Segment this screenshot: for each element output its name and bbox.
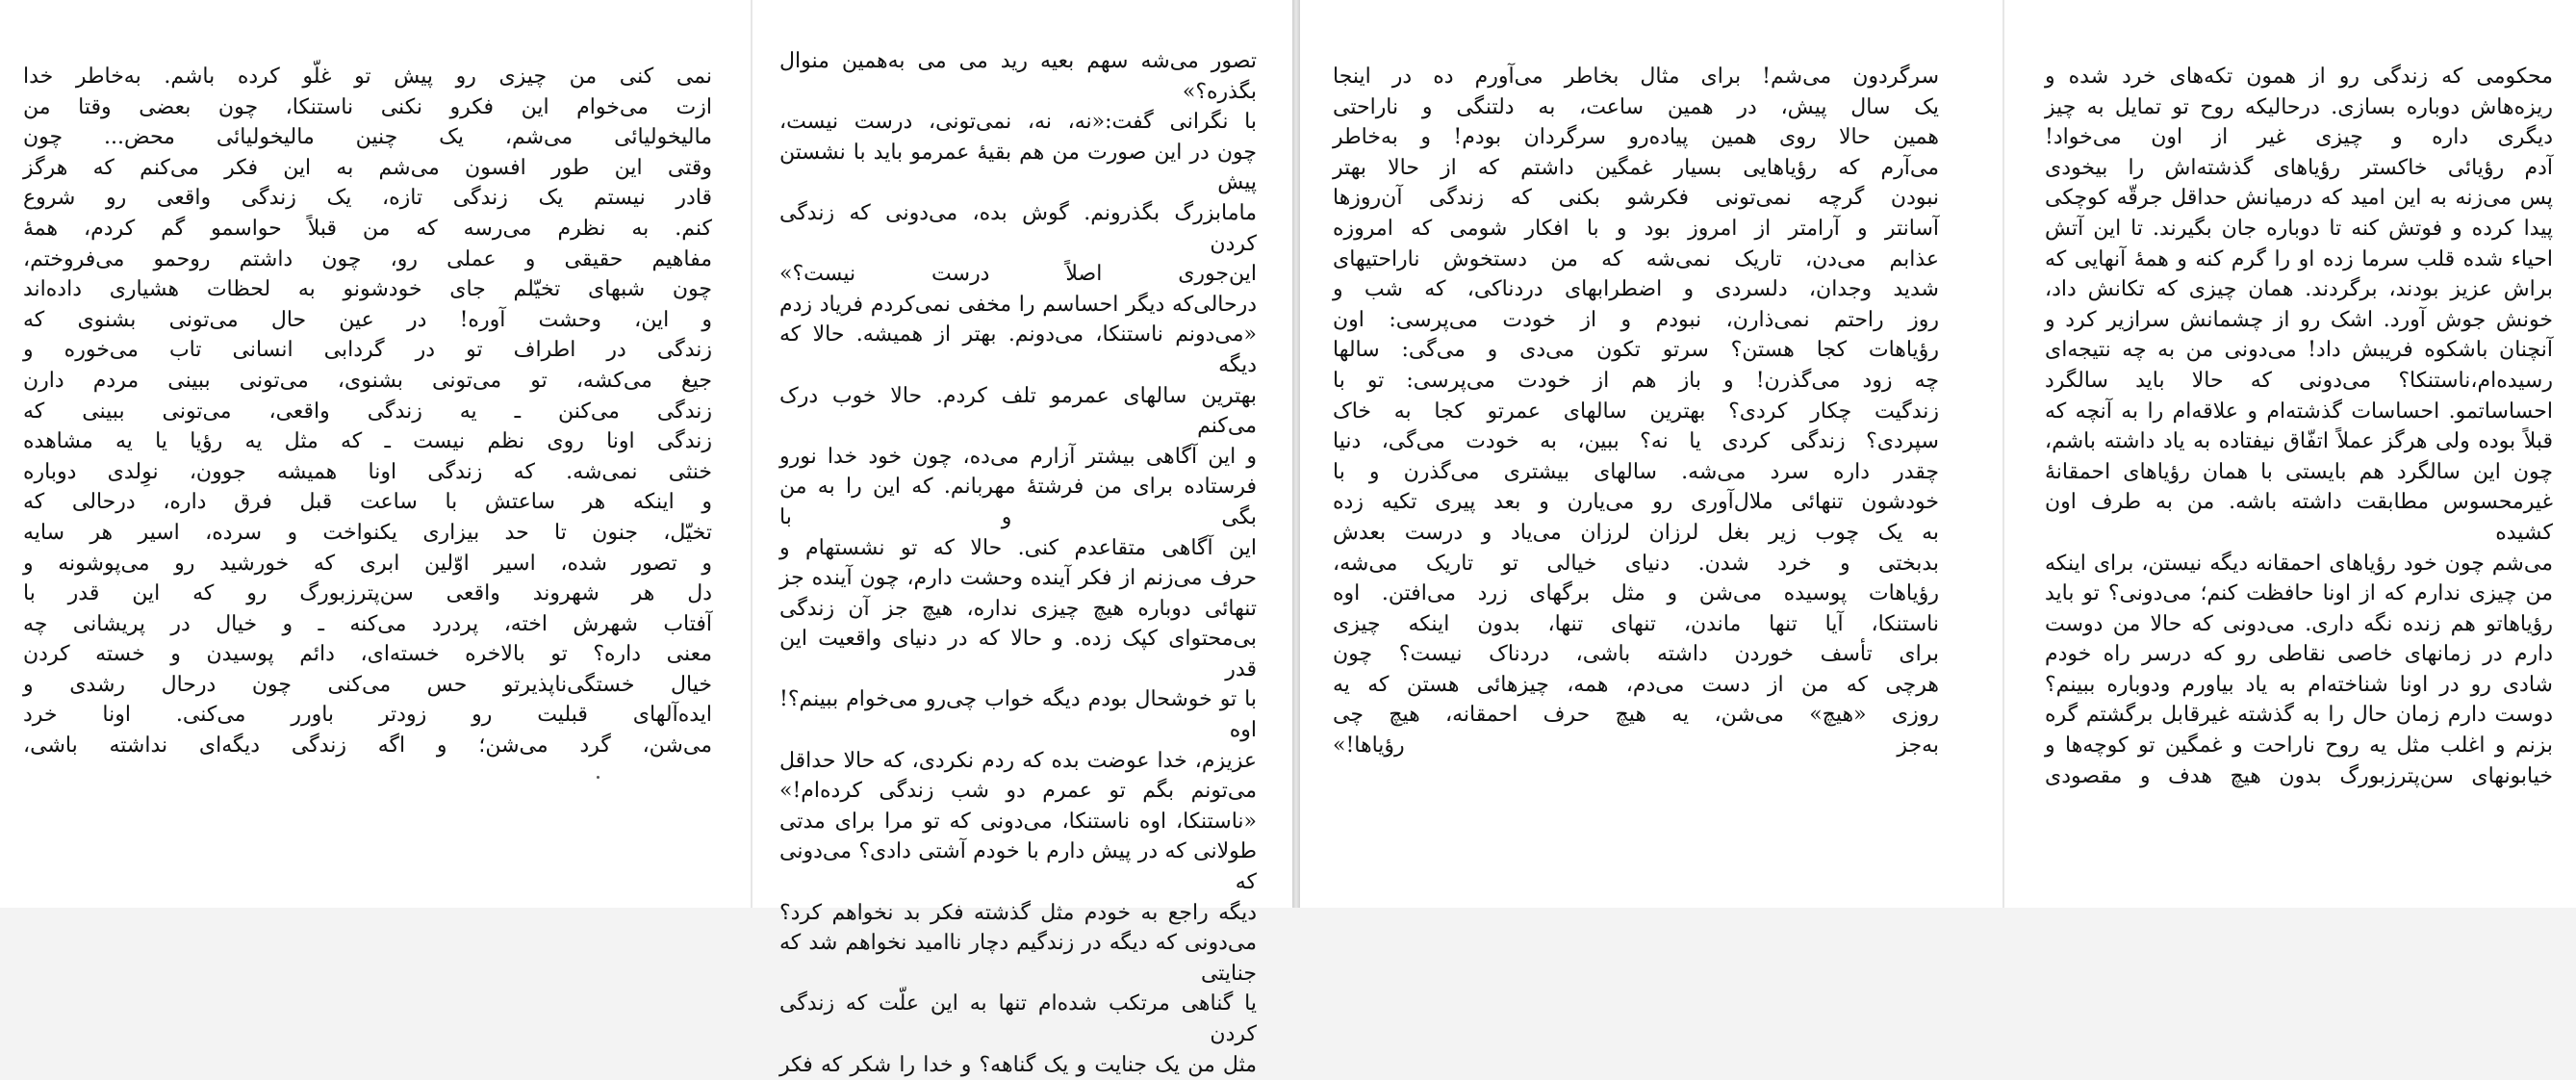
text-line: بی‌محتوای کپک زده. و حالا که در دنیای واقعیت این قدر [779,627,1257,681]
page-4-text [2045,62,2553,791]
text-line: و این آگاهی بیشتر آزارم می‌ده، چون خود خدا نورو [779,444,1257,469]
text-line: قادر نیستم یک زندگی تازه، یک زندگی واقعی رو شروع [23,186,712,211]
text-line: می‌آرم که رؤیاهایی بسیار غمگین داشتم که از حالا بهتر [1333,155,1939,180]
text-line: هرچی که من از دست می‌دم، همه، چیزهائی هستن که یه [1333,672,1939,697]
text-line: خودشون تنهائی ملال‌آوری رو می‌یارن و بعد پیری تکیه زده [1333,490,1939,515]
text-line: خیابونهای سن‌پترزبورگ بدون هیچ هدف و مقصودی [2045,763,2553,788]
text-line: چون شبهای تخیّلم جای خودشونو به لحظات هشیاری داده‌اند [23,277,712,302]
text-line: یا گناهی مرتکب شده‌ام تنها به این علّت که زندگی کردن [779,991,1257,1046]
text-line: شادی رو در اونا شناخته‌ام به یاد بیاورم ودوباره ببینم؟ [2045,672,2553,697]
text-line: غیرمحسوس مطابقت داشته باشه. من به طرف اون کشیده [2045,490,2553,545]
text-line: روز راحتم نمی‌ذارن، نبودم و از خودت می‌پرسی: اون [1333,307,1939,332]
text-line: سپردی؟ زندگی کردی یا نه؟ ببین، به خودت می‌گی، دنیا [1333,429,1939,454]
text-line: «ناستنکا، اوه ناستنکا، می‌دونی که تو مرا برای مدتی [779,809,1257,834]
text-line: برای تأسف خوردن داشته باشی، دردناک نیست؟ چون [1333,642,1939,667]
text-line: این‌جوری اصلاً درست نیست؟» [779,262,1257,287]
text-line: کنم. به نظرم می‌رسه که من قبلاً حواسمو گم کردم، همهٔ [23,216,712,241]
text-line: جیغ می‌کشه، تو می‌تونی بشنوی، می‌تونی ببینی مردم دارن [23,368,712,393]
text-line: با تو خوشحال بودم دیگه خواب چی‌رو می‌خوام ببینم؟! اوه [779,687,1257,743]
text-line: ازت می‌خوام این فکرو نکنی ناستنکا، چون بعضی وقتا من [23,94,712,119]
text-line: به یک چوب زیر بغل لرزان لرزان می‌یاد و درست بعدش [1333,520,1939,545]
text-line: حرف می‌زنم از فکر آینده وحشت دارم، چون آینده جز [779,566,1257,591]
text-line: چون در این صورت من هم بقیهٔ عمرمو باید با نشستن پیش [779,140,1257,195]
text-line: احساساتمو. احساسات گذشته‌ام و علاقه‌ام را به آنچه که [2045,399,2553,424]
text-line: می‌شم چون خود رؤیاهای احمقانه دیگه نیستن، برای اینکه [2045,551,2553,576]
text-line: وقتی این طور افسون می‌شم به این فکر می‌کنم که هرگز [23,155,712,180]
text-line: زندگی اونا روی نظم نیست ـ که مثل یه رؤیا یا یه مشاهده [23,429,712,454]
text-line: من چیزی ندارم که از اونا حافظت کنم؛ می‌دونی؟ تو باید [2045,581,2553,606]
text-line: تنهائی دوباره هیچ چیزی نداره، هیچ جز آن زندگی [779,596,1257,621]
text-line: با نگرانی گفت:«نه، نه، نمی‌تونی، درست نیست، [779,110,1257,135]
text-line: احیاء شده قلب سرما زده او را گرم کنه و همهٔ آنهایی که [2045,246,2553,271]
text-line: می‌تونم بگم تو عمرم دو شب زندگی کرده‌ام!» [779,779,1257,804]
page-2 [752,0,1292,1077]
text-line: می‌دونی که دیگه در زندگیم دچار ناامید نخواهم شد که جنایتی [779,931,1257,986]
text-line: این آگاهی متقاعدم کنی. حالا که تو نشستهام و [779,535,1257,560]
text-line: بزنم و اغلب مثل یه روح ناراحت و غمگین تو کوچه‌ها و [2045,733,2553,759]
text-line: معنی داره؟ تو بالاخره خسته‌ای، دائم پوسیدن و خسته کردن [23,642,712,667]
text-line: ریزه‌هاش دوباره بسازی. درحالیکه روح تو تمایل به چیز [2045,94,2553,119]
text-line: مالیخولیائی می‌شم، یک چنین مالیخولیائی محض... چون [23,125,712,150]
text-line: «می‌دونم ناستنکا، می‌دونم. بهتر از همیشه. حالا که دیگه [779,322,1257,377]
text-line: محکومی که زندگی رو از همون تکه‌های خرد شده و [2045,64,2553,89]
text-line: و تصور شده، اسیر اوّلین ابری که خورشید رو می‌پوشونه و [23,551,712,576]
text-line: طولانی که در پیش دارم با خودم آشتی دادی؟ می‌دونی که [779,839,1257,895]
text-line: پس می‌زنه به این امید که درمیانش حداقل جرقّه کوچکی [2045,186,2553,211]
text-line: ایده‌آلهای قبلیت رو زودتر باورر می‌کنی. اونا خرد [23,703,712,728]
text-line: مثل من یک جنایت و یک گناهه؟ و خدا را شکر که فکر [779,1052,1257,1077]
page-4 [2004,0,2576,908]
text-line: مفاهیم حقیقی و عملی رو، چون داشتم روحمو می‌فروختم، [23,246,712,271]
page-2-text [779,46,1257,1080]
text-line: فرستاده برای من فرشتهٔ مهربانم. که این را به من بگی و با [779,475,1257,529]
text-line: چه زود می‌گذرن! و باز هم از خودت می‌پرسی: تو با [1333,368,1939,393]
text-line: خنثی نمی‌شه. که زندگی اونا همیشه جوون، نوِلدی دوباره [23,459,712,484]
text-line: دارم در زمانهای خاصی نقاطی رو که درسر راه خودم [2045,642,2553,667]
text-line: و این، وحشت آوره! در عین حال می‌تونی بشنوی که [23,307,712,332]
text-line: عذابم می‌دن، تاریک نمی‌شه که من دستخوش ناراحتیهای [1333,246,1939,271]
text-line: رسیده‌ام،ناستنکا؟ می‌دونی که حالا باید سالگرد [2045,368,2553,393]
text-line: درحالی‌که دیگر احساسم را مخفی نمی‌کردم فریاد زدم [779,292,1257,317]
text-line: زندگی در اطراف تو در گردابی انسانی تاب می‌خوره و [23,338,712,363]
page-1 [0,0,751,908]
text-line: به‌جز رؤیاها!» [1333,733,1939,759]
text-line: عزیزم، خدا عوضت بده که ردم نکردی، که حالا حداقل [779,748,1257,773]
text-line: بدبختی و خرد شدن. دنیای خیالی تو تاریک می‌شه، [1333,551,1939,576]
text-line: رؤیاهات پوسیده می‌شن و مثل برگهای زرد می‌افتن. اوه [1333,581,1939,606]
text-line: همین حالا روی همین پیاده‌رو سرگردان بودم! و به‌خاطر [1333,125,1939,150]
text-line: دل هر شهروند واقعی سن‌پترزبورگ رو که این قدر با [23,581,712,606]
text-line: خیال خستگی‌ناپذیرتو حس می‌کنی چون درحال رشدی و [23,672,712,697]
text-line: قبلاً بوده ولی هرگز عملاً اتفّاق نیفتاده به یاد داشته باشم، [2045,429,2553,454]
text-line: براش عزیز بودند، برگردند. همان چیزی که تکانش داد، [2045,277,2553,302]
text-line: آفتاب شهرش اخته، پردرد می‌کنه ـ و خیال در پریشانی چه [23,611,712,636]
text-line: تخیّل، جنون تا حد بیزاری یکنواخت و سرده، اسیر هر سایه [23,520,712,545]
text-line: تصور می‌شه سهم بعیه رید می می به‌همین منوال بگذره؟» [779,49,1257,104]
text-line: ناستنکا، آیا تنها ماندن، تنهای تنها، بدون اینکه چیزی [1333,611,1939,636]
text-line: آدم رؤیائی خاکستر رؤیاهای گذشته‌اش را بیخودی [2045,155,2553,180]
text-line: دیگری داره و چیزی غیر از اون می‌خواد! [2045,125,2553,150]
text-line: شدید وجدان، دلسردی و اضطرابهای دردناکی، که شب و [1333,277,1939,302]
text-line: چقدر داره سرد می‌شه. سالهای بیشتری می‌گذرن و با [1333,459,1939,484]
text-line: یک سال پیش، در همین ساعت، به دلتنگی و ناراحتی [1333,94,1939,119]
text-line: آنچنان باشکوه فریبش داد! می‌دونی من به چه نتیجه‌ای [2045,338,2553,363]
text-line: دیگه راجع به خودم مثل گذشته فکر بد نخواهم کرد؟ [779,900,1257,925]
text-line: رؤیاهاتو هم زنده نگه داری. می‌دونی که حالا من دوست [2045,611,2553,636]
text-line: آسانتر و آرامتر از امروز بود و با افکار شومی که امروزه [1333,216,1939,241]
page-3 [1300,0,2002,908]
text-line: چون این سالگرد هم بایستی با همان رؤیاهای احمقانهٔ [2045,459,2553,484]
text-line: نبودن گرچه نمی‌تونی فکرشو بکنی که زندگی آن‌روزها [1333,186,1939,211]
text-line: زندگی می‌کنن ـ یه زندگی واقعی، می‌تونی ببینی که [23,399,712,424]
text-line: نمی کنی من چیزی رو پیش تو غلّو کرده باشم. به‌خاطر خدا [23,64,712,89]
page-1-text [23,62,712,761]
text-line: مامابزرگ بگذرونم. گوش بده، می‌دونی که زندگی کردن [779,200,1257,256]
text-line: سرگردون می‌شم! برای مثال بخاطر می‌آورم ده در اینجا [1333,64,1939,89]
text-line: می‌شن، گرد می‌شن؛ و اگه زندگی دیگه‌ای نداشته باشی، [23,733,712,759]
text-line: دوست دارم زمان حال را به گذشته غیرقابل برگشتم گره [2045,703,2553,728]
text-line: زندگیت چکار کردی؟ بهترین سالهای عمرتو کجا به خاک [1333,399,1939,424]
right-spread [1300,0,2576,908]
text-line: خونش جوش آورد. اشک رو از چشمانش سرازیر کرد و [2045,307,2553,332]
text-line: پیدا کرده و فوتش کنه تا دوباره جان بگیرند. تا این آتش [2045,216,2553,241]
page-3-text [1333,62,1939,761]
text-line: و اینکه هر ساعتش با ساعت قبل فرق داره، درحالی که [23,490,712,515]
text-line: روزی «هیچ» می‌شن، یه هیچ حرف احمقانه، هیچ چی [1333,703,1939,728]
book-gutter [1292,0,1300,908]
text-line: بهترین سالهای عمرمو تلف کردم. حالا خوب درک می‌کنم [779,383,1257,439]
text-line: رؤیاهات کجا هستن؟ سرتو تکون می‌دی و می‌گی: سالها [1333,338,1939,363]
page-mark [597,776,599,779]
